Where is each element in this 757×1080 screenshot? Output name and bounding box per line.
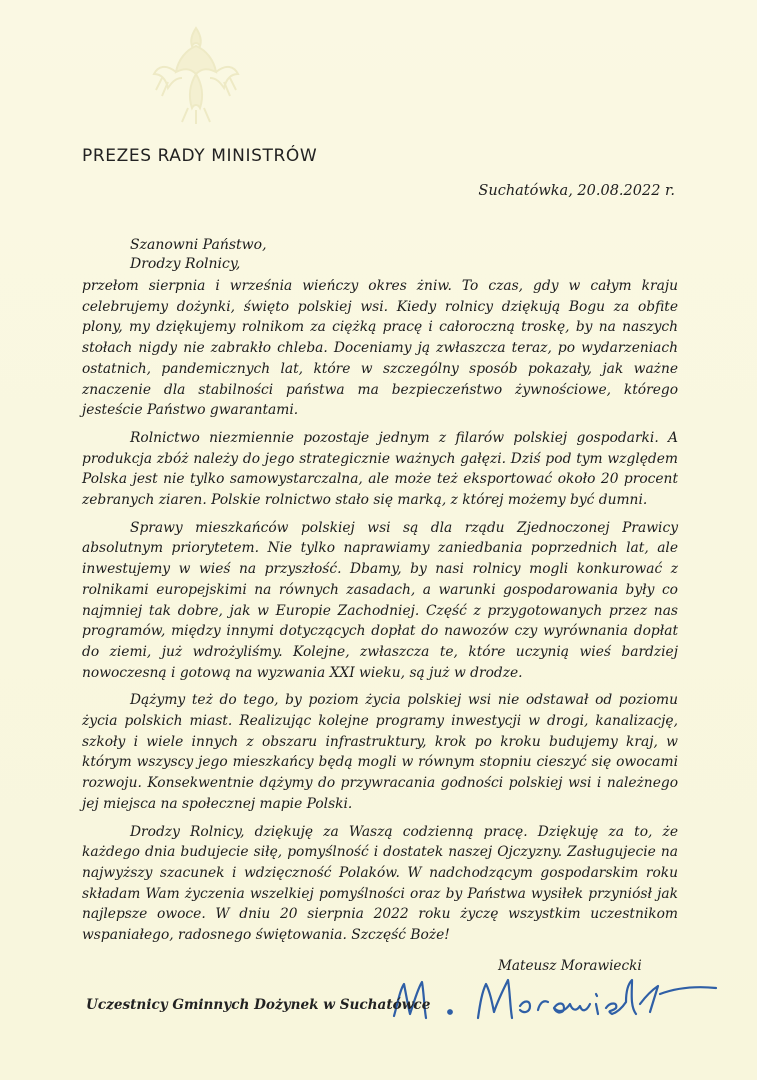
paragraph: Drodzy Rolnicy, dziękuję za Waszą codzienną pracę. Dziękuję za to, że każdego dnia budujecie siłę, pomyślność i dostatek naszej Ojczyzny. Zasługujecie na najwyższy szacunek i wdzięczność Polaków. W nadchodzącym gospodarskim roku składam Wam życzenia wszelkiej pomyślności oraz by Państwa wysiłek przyniósł jak najlepsze owoce. W dniu 20 sierpnia 2022 roku życzę wszystkim uczestnikom wspaniałego, radosnego świętowania. Szczęść Boże! xyxy=(82,823,678,944)
paragraph: Dążymy też do tego, by poziom życia polskiej wsi nie odstawał od poziomu życia polskich miast. Realizując kolejne programy inwestycji w drogi, kanalizację, szkoły i wiele innych z obszaru infrastruktury, krok po kroku budujemy kraj, w którym wszyscy jego mieszkańcy będą mogli w równym stopniu cieszyć się owocami rozwoju. Konsekwentnie dążymy do przywracania godności polskiej wsi i należnego jej miejsca na społecznej mapie Polski. xyxy=(82,692,678,812)
paragraph: Sprawy mieszkańców polskiej wsi są dla rządu Zjednoczonej Prawicy absolutnym priorytetem. Nie tylko naprawiamy zaniedbania poprzednich lat, ale inwestujemy w wieś na przyszłość. Dbamy, by nasi rolnicy mogli konkurować z rolnikami europejskimi na równych zasadach, a warunki gospodarowania były co najmniej tak dobre, jak w Europie Zachodniej. Część z przygotowanych przez nas programów, między innymi dotyczących dopłat do nawozów czy wyrównania dopłat do ziemi, już wdrożyliśmy. Kolejne, zwłaszcza te, które uczynią wieś bardziej nowoczesną i gotową na wyzwania XXI wieku, są już w drodze. xyxy=(82,519,678,681)
date-line: Suchatówka, 20.08.2022 r. xyxy=(478,183,675,199)
polish-eagle-emblem-icon xyxy=(148,20,244,130)
greeting-line-2: Drodzy Rolnicy, xyxy=(130,256,241,272)
letter-body xyxy=(82,276,678,953)
office-title: PREZES RADY MINISTRÓW xyxy=(82,146,318,166)
recipient-line: Uczestnicy Gminnych Dożynek w Suchatówce xyxy=(86,997,431,1013)
paragraph: przełom sierpnia i września wieńczy okres żniw. To czas, gdy w całym kraju celebrujemy dożynki, święto polskiej wsi. Kiedy rolnicy dziękują Bogu za obfite plony, my dziękujemy rolnikom za ciężką pracę i całoroczną troskę, by na naszych stołach nigdy nie zabrakło chleba. Doceniamy ją zwłaszcza teraz, po wydarzeniach ostatnich, pandemicznych lat, które w szczególny sposób pokazały, jak ważne znaczenie dla stabilności państwa ma bezpieczeństwo żywnościowe, którego jesteście Państwo gwarantami. xyxy=(82,278,678,419)
handwritten-signature-icon xyxy=(380,962,720,1032)
paragraph: Rolnictwo niezmiennie pozostaje jednym z filarów polskiej gospodarki. A produkcja zbóż należy do jego strategicznie ważnych gałęzi. Dziś pod tym względem Polska jest nie tylko samowystarczalna, ale może też eksportować około 20 procent zebranych ziaren. Polskie rolnictwo stało się marką, z której możemy być dumni. xyxy=(82,429,678,509)
greeting-line-1: Szanowni Państwo, xyxy=(130,237,267,253)
signer-name: Mateusz Morawiecki xyxy=(498,958,642,974)
